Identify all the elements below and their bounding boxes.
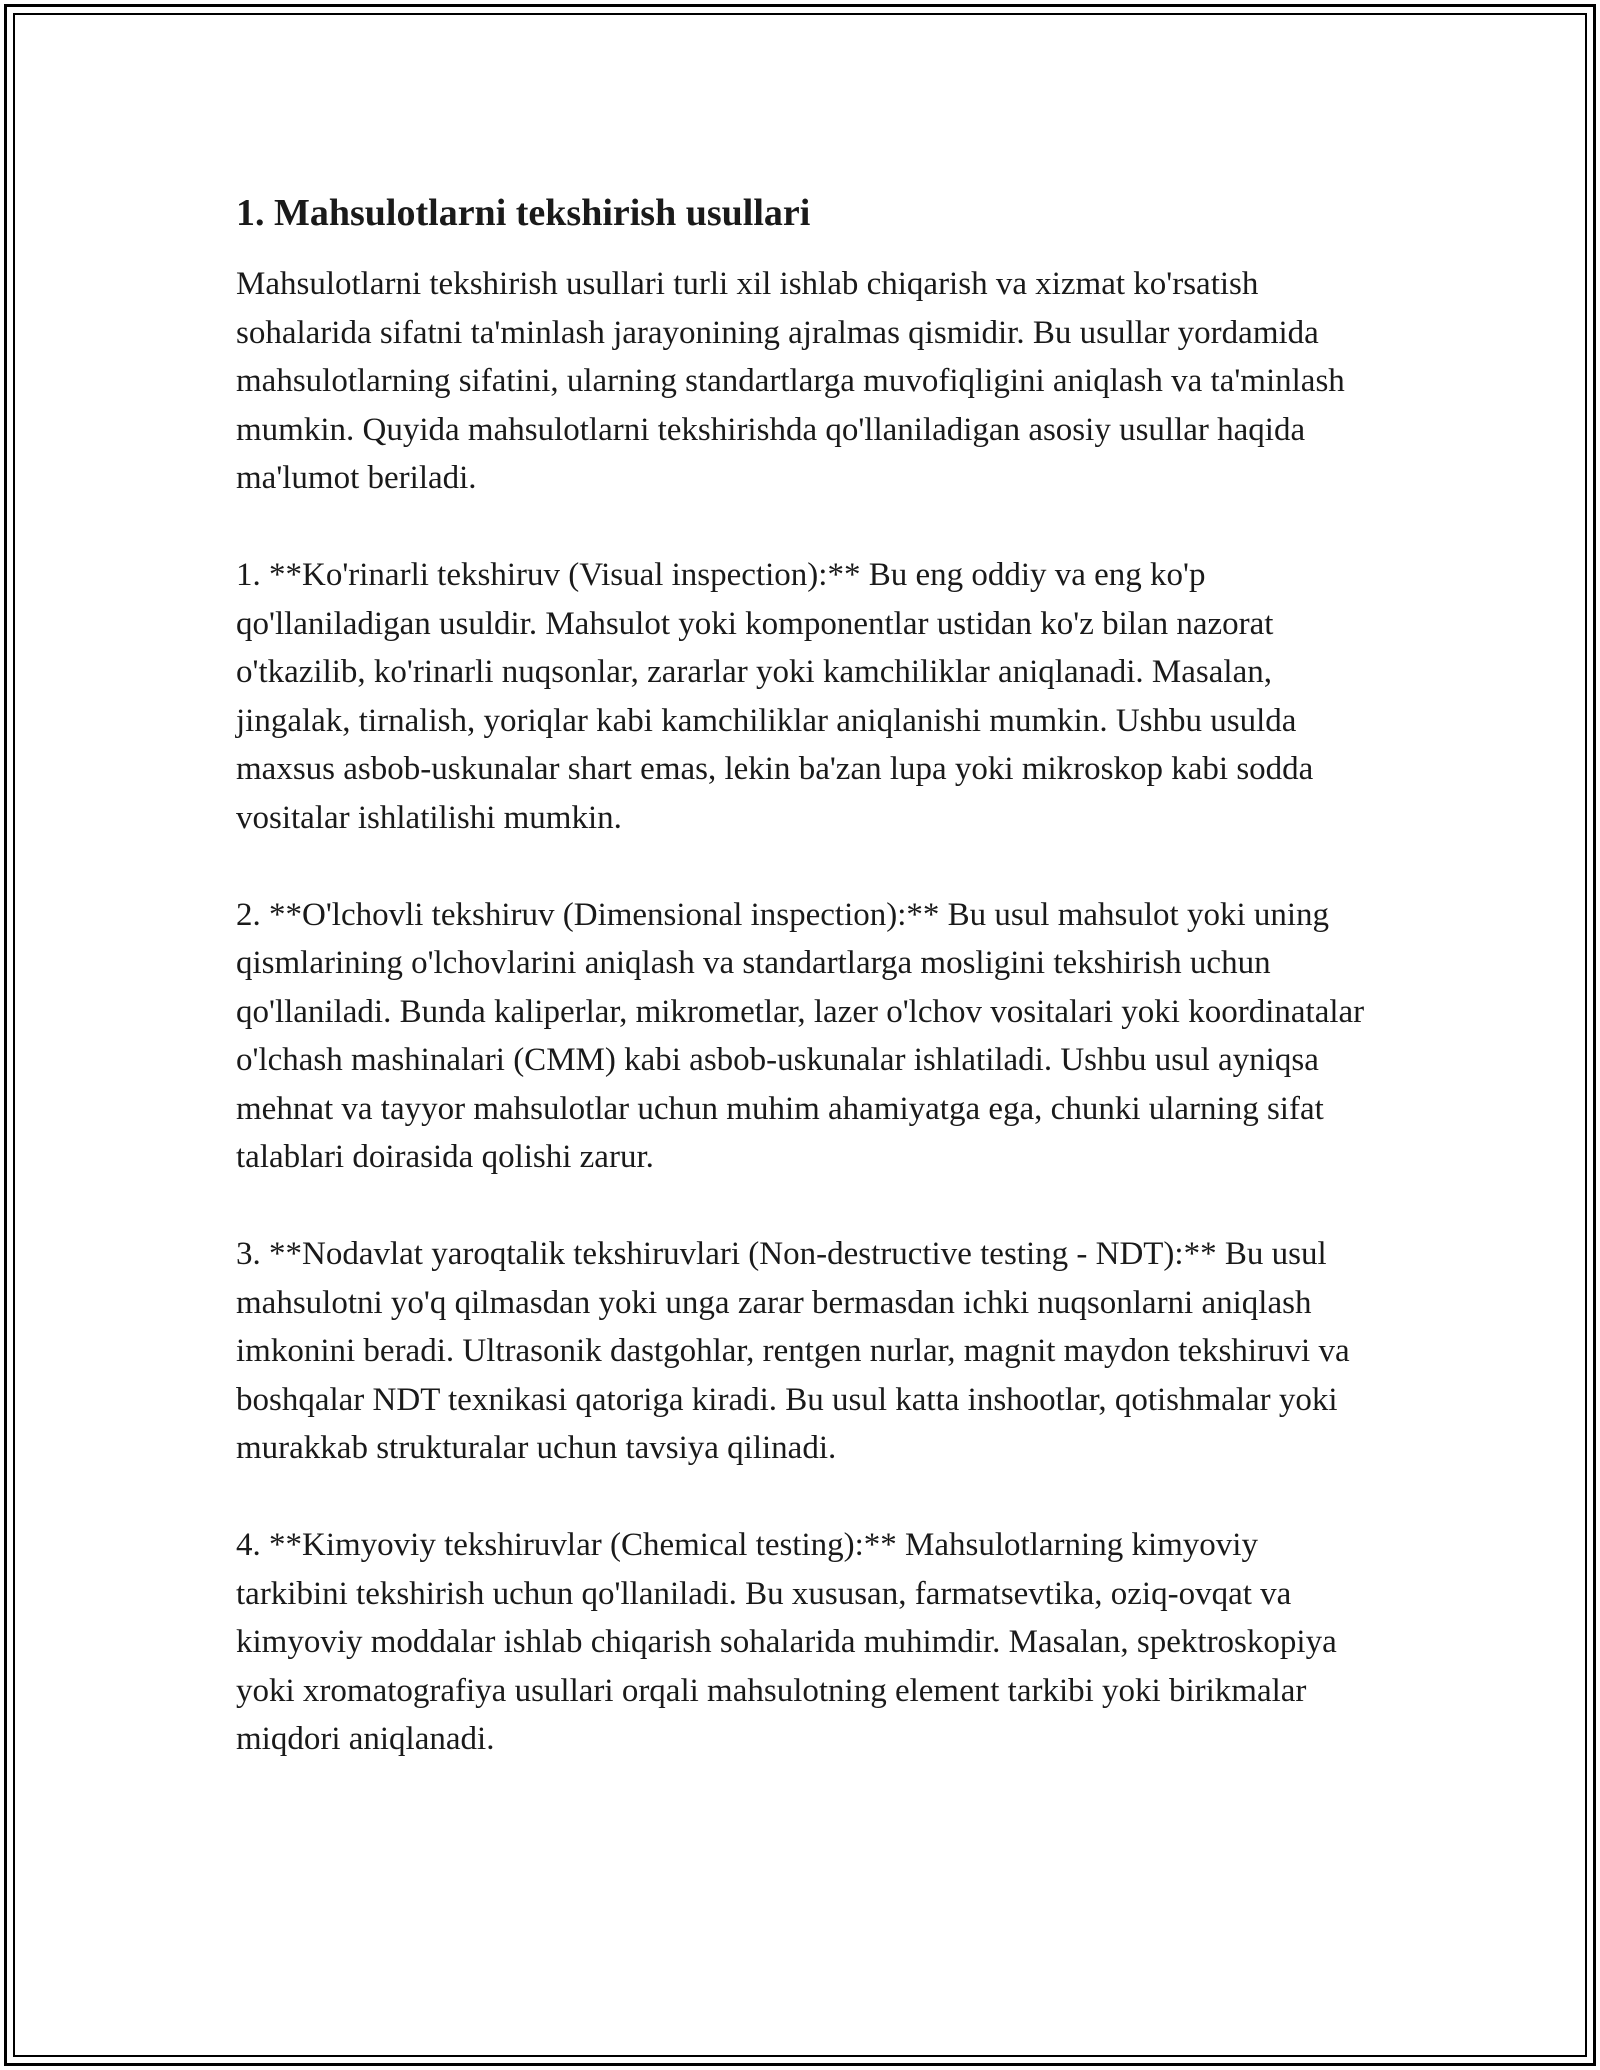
document-body — [236, 186, 1366, 1812]
intro-paragraph: Mahsulotlarni tekshirish usullari turli xil ishlab chiqarish va xizmat ko'rsatish sohalarida sifatni ta'minlash jarayonining ajralmas qismidir. Bu usullar yordamida mahsulotlarning sifatini, ularning standartlarga muvofiqligini aniqlash va ta'minlash mumkin. Quyida mahsulotlarni tekshirishda qo'llaniladigan asosiy usullar haqida ma'lumot beriladi. — [236, 266, 1345, 496]
dimensional-inspection-paragraph: 2. **O'lchovli tekshiruv (Dimensional inspection):** Bu usul mahsulot yoki uning qismlarining o'lchovlarini aniqlash va standartlarga mosligini tekshirish uchun qo'llaniladi. Bunda kaliperlar, mikrometlar, lazer o'lchov vositalari yoki koordinatalar o'lchash mashinalari (CMM) kabi asbob-uskunalar ishlatiladi. Ushbu usul ayniqsa mehnat va tayyor mahsulotlar uchun muhim ahamiyatga ega, chunki ularning sifat talablari doirasida qolishi zarur. — [236, 896, 1365, 1175]
ndt-paragraph: 3. **Nodavlat yaroqtalik tekshiruvlari (Non-destructive testing - NDT):** Bu usul mahsulotni yo'q qilmasdan yoki unga zarar bermasdan ichki nuqsonlarni aniqlash imkonini beradi. Ultrasonik dastgohlar, rentgen nurlar, magnit maydon tekshiruvi va boshqalar NDT texnikasi qatoriga kiradi. Bu usul katta inshootlar, qotishmalar yoki murakkab strukturalar uchun tavsiya qilinadi. — [236, 1236, 1350, 1466]
document-title: 1. Mahsulotlarni tekshirish usullari — [236, 192, 811, 234]
chemical-testing-paragraph: 4. **Kimyoviy tekshiruvlar (Chemical testing):** Mahsulotlarning kimyoviy tarkibini tekshirish uchun qo'llaniladi. Bu xususan, farmatsevtika, oziq-ovqat va kimyoviy moddalar ishlab chiqarish sohalarida muhimdir. Masalan, spektroskopiya yoki xromatografiya usullari orqali mahsulotning element tarkibi yoki birikmalar miqdori aniqlanadi. — [236, 1527, 1337, 1757]
visual-inspection-paragraph: 1. **Ko'rinarli tekshiruv (Visual inspection):** Bu eng oddiy va eng ko'p qo'llaniladigan usuldir. Mahsulot yoki komponentlar ustidan ko'z bilan nazorat o'tkazilib, ko'rinarli nuqsonlar, zararlar yoki kamchiliklar aniqlanadi. Masalan, jingalak, tirnalish, yoriqlar kabi kamchiliklar aniqlanishi mumkin. Ushbu usulda maxsus asbob-uskunalar shart emas, lekin ba'zan lupa yoki mikroskop kabi sodda vositalar ishlatilishi mumkin. — [236, 557, 1314, 836]
